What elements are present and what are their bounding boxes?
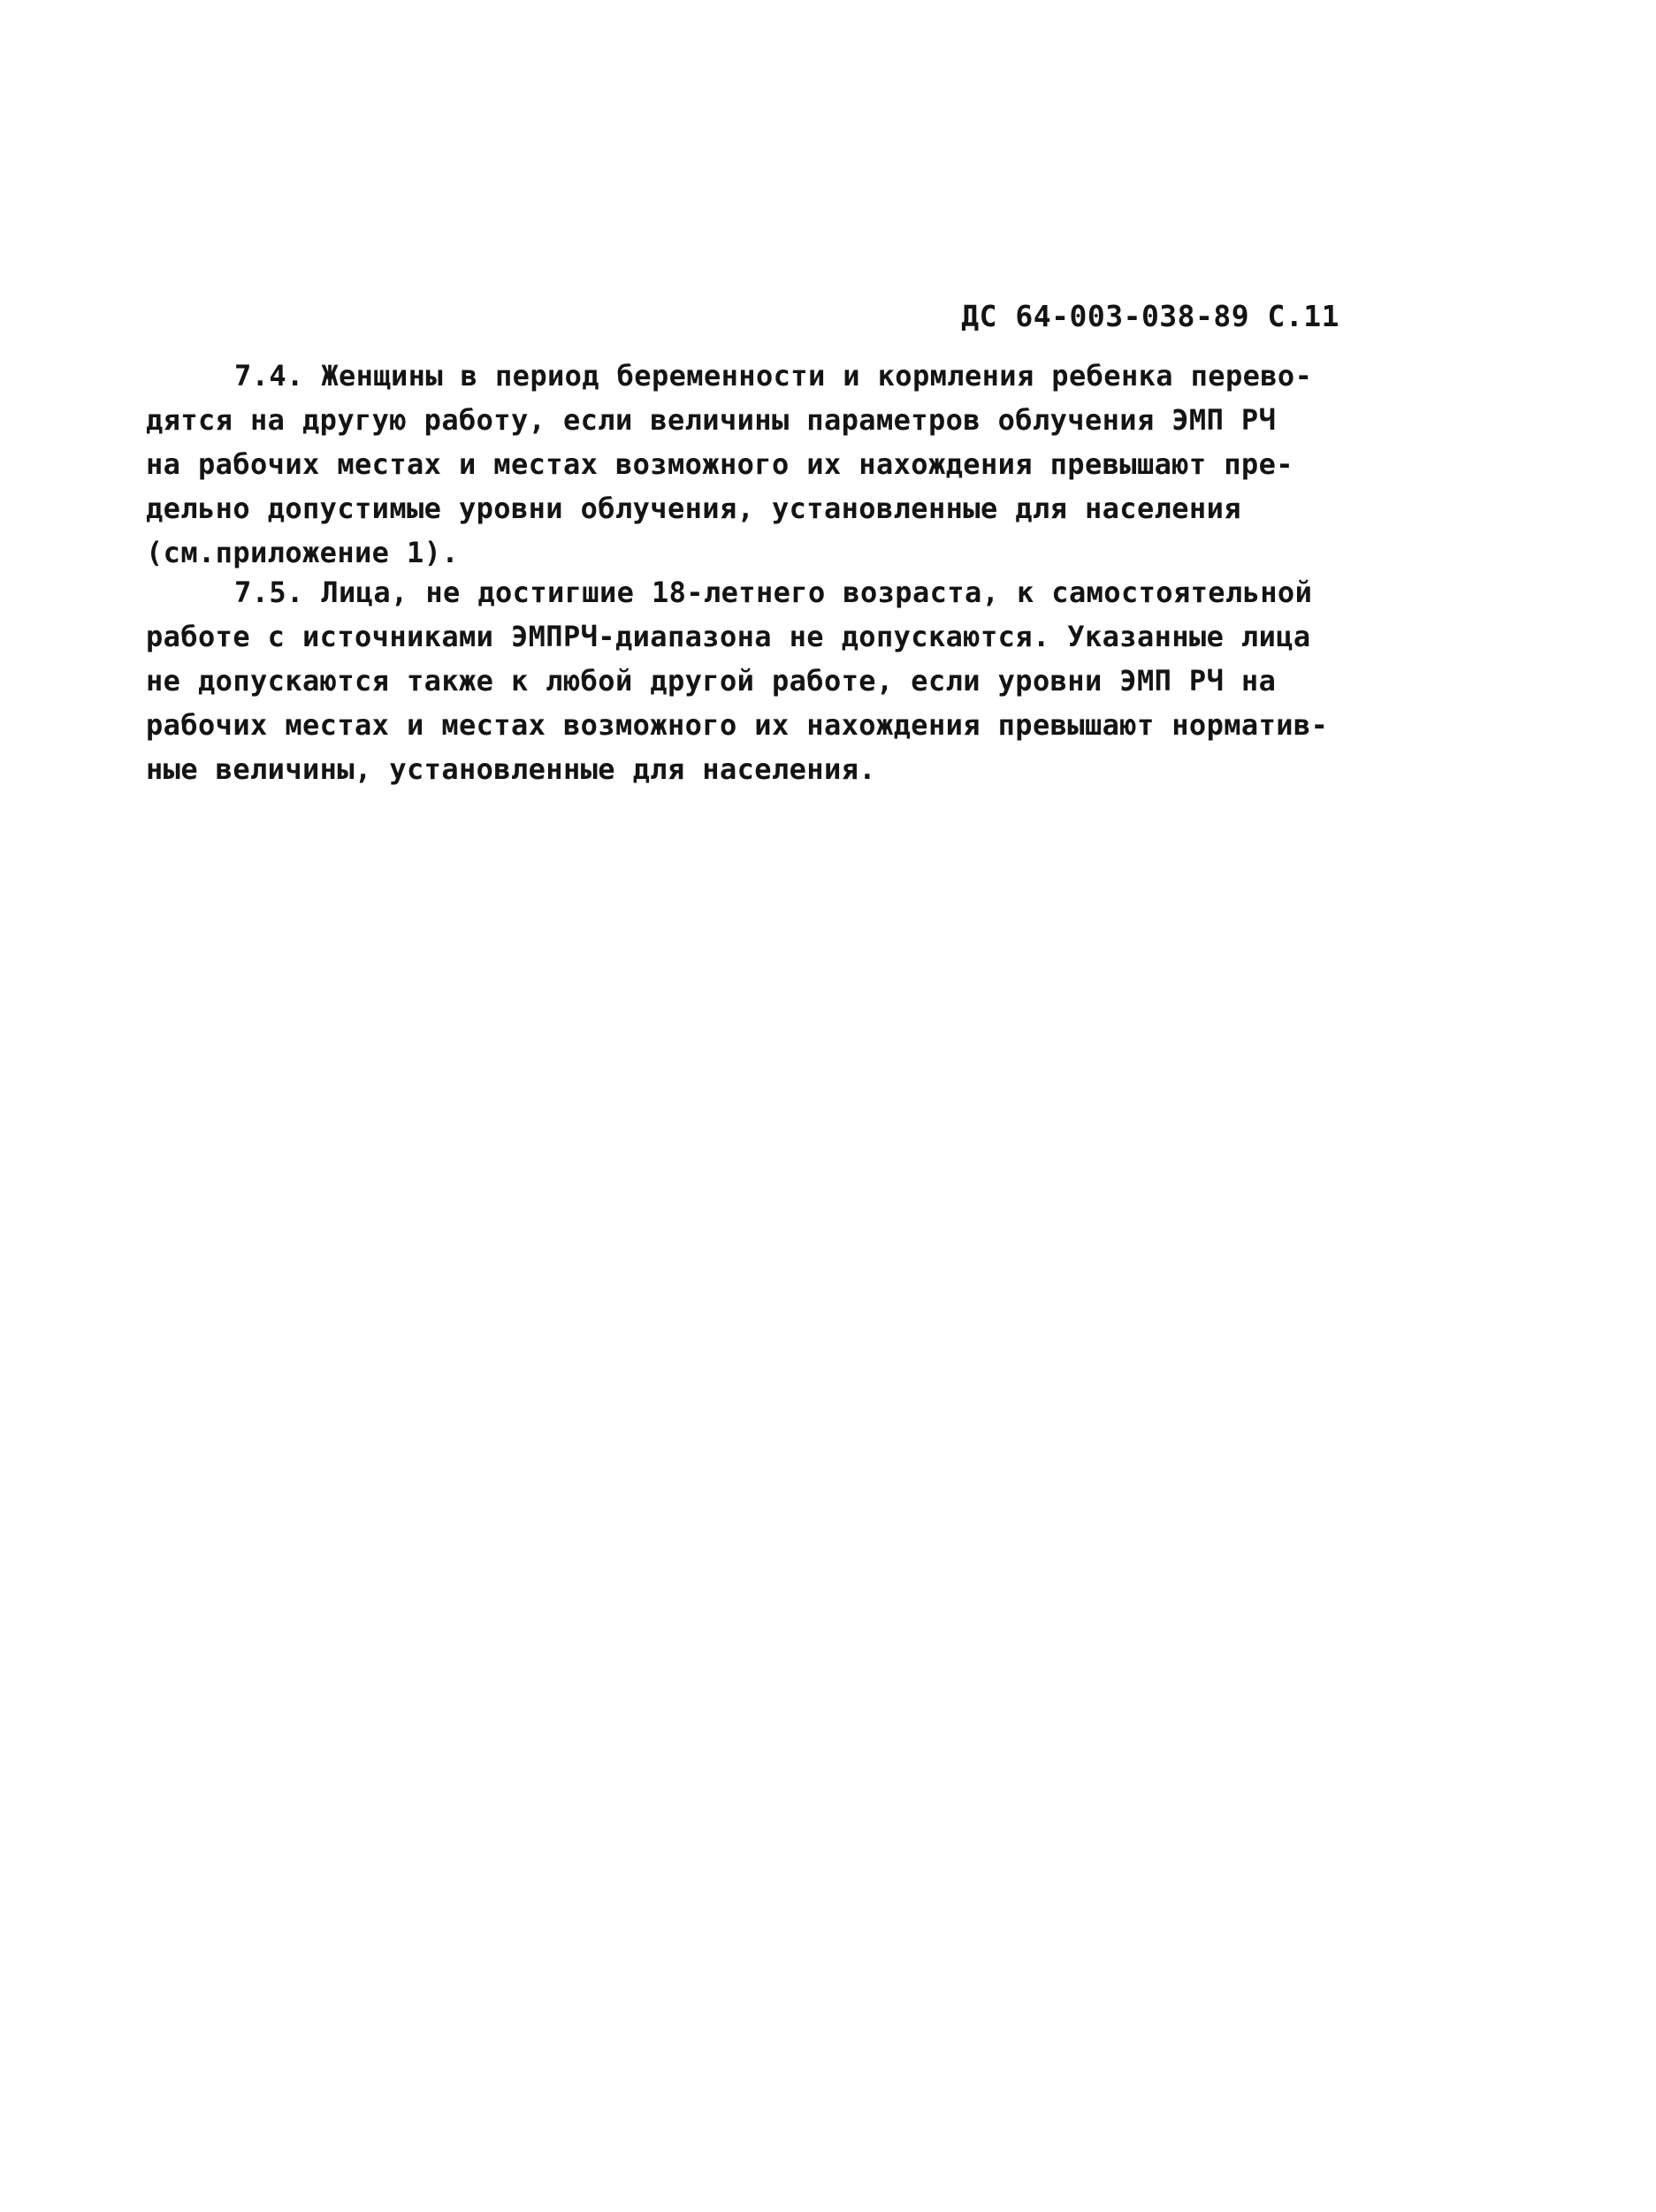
text-line: работе с источниками ЭМПРЧ-диапазона не допускаются. Указанные лица (146, 620, 1311, 653)
paragraph-7-5 (146, 570, 1348, 791)
text-line: дятся на другую работу, если величины параметров облучения ЭМП РЧ (146, 403, 1277, 437)
text-line: 7.5. Лица, не достигшие 18-летнего возраста, к самостоятельной (234, 576, 1313, 609)
text-line: не допускаются также к любой другой работе, если уровни ЭМП РЧ на (146, 664, 1277, 698)
text-line: (см.приложение 1). (146, 536, 459, 569)
text-line: ные величины, установленные для населения. (146, 752, 876, 786)
text-line: на рабочих местах и местах возможного их нахождения превышают пре- (146, 447, 1294, 481)
text-line: дельно допустимые уровни облучения, установленные для населения (146, 492, 1241, 525)
paragraph-7-4 (146, 354, 1348, 575)
document-code-header: ДС 64-003-038-89 С.11 (961, 299, 1339, 333)
text-line: 7.4. Женщины в период беременности и кормления ребенка перево- (234, 359, 1313, 393)
text-line: рабочих местах и местах возможного их нахождения превышают норматив- (146, 708, 1329, 742)
